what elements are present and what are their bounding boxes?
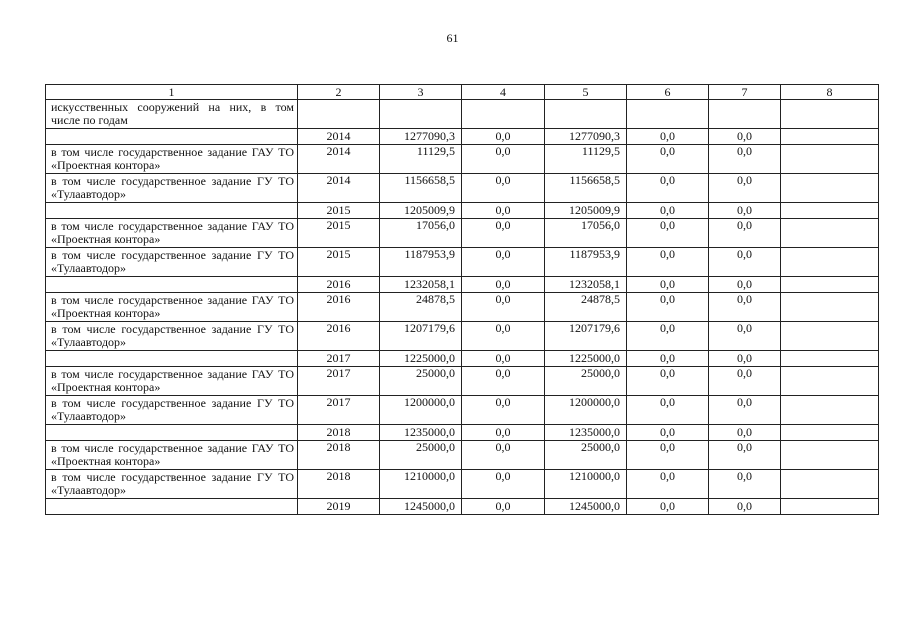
col4-cell: 0,0 [462, 129, 545, 145]
year-cell: 2017 [298, 351, 380, 367]
col6-cell: 0,0 [627, 174, 709, 203]
description-cell: в том числе государственное задание ГУ ТО «Тулаавтодор» [46, 322, 298, 351]
col5-cell: 1207179,6 [545, 322, 627, 351]
col6-cell: 0,0 [627, 129, 709, 145]
col8-cell [781, 470, 879, 499]
col4-cell: 0,0 [462, 425, 545, 441]
col6-cell: 0,0 [627, 322, 709, 351]
col8-cell [781, 441, 879, 470]
description-cell: в том числе государственное задание ГАУ ТО «Проектная контора» [46, 293, 298, 322]
total-cell: 1245000,0 [380, 499, 462, 515]
total-cell: 25000,0 [380, 441, 462, 470]
header-cell: 3 [380, 85, 462, 100]
table-row [46, 293, 879, 322]
description-cell: в том числе государственное задание ГАУ ТО «Проектная контора» [46, 367, 298, 396]
col4-cell: 0,0 [462, 203, 545, 219]
col7-cell: 0,0 [709, 248, 781, 277]
year-cell: 2017 [298, 396, 380, 425]
col5-cell: 1277090,3 [545, 129, 627, 145]
total-cell: 1225000,0 [380, 351, 462, 367]
col5-cell: 24878,5 [545, 293, 627, 322]
year-cell: 2015 [298, 203, 380, 219]
col5-cell: 1225000,0 [545, 351, 627, 367]
description-cell: в том числе государственное задание ГУ ТО «Тулаавтодор» [46, 248, 298, 277]
col8-cell [781, 100, 879, 129]
total-cell [380, 100, 462, 129]
header-cell: 2 [298, 85, 380, 100]
col5-cell: 1205009,9 [545, 203, 627, 219]
description-cell [46, 277, 298, 293]
col4-cell: 0,0 [462, 174, 545, 203]
description-cell: искусственных сооружений на них, в том числе по годам [46, 100, 298, 129]
col8-cell [781, 351, 879, 367]
col6-cell: 0,0 [627, 367, 709, 396]
col5-cell: 1235000,0 [545, 425, 627, 441]
table-row [46, 396, 879, 425]
table-row [46, 322, 879, 351]
header-cell: 7 [709, 85, 781, 100]
total-cell: 1200000,0 [380, 396, 462, 425]
col7-cell [709, 100, 781, 129]
col4-cell: 0,0 [462, 322, 545, 351]
col8-cell [781, 174, 879, 203]
col4-cell [462, 100, 545, 129]
col8-cell [781, 322, 879, 351]
total-cell: 1207179,6 [380, 322, 462, 351]
col7-cell: 0,0 [709, 174, 781, 203]
col4-cell: 0,0 [462, 293, 545, 322]
col7-cell: 0,0 [709, 145, 781, 174]
total-cell: 1156658,5 [380, 174, 462, 203]
year-cell: 2019 [298, 499, 380, 515]
description-cell: в том числе государственное задание ГУ ТО «Тулаавтодор» [46, 396, 298, 425]
col6-cell: 0,0 [627, 203, 709, 219]
col8-cell [781, 277, 879, 293]
total-cell: 1187953,9 [380, 248, 462, 277]
col7-cell: 0,0 [709, 367, 781, 396]
year-cell: 2014 [298, 129, 380, 145]
col5-cell [545, 100, 627, 129]
col8-cell [781, 145, 879, 174]
table-row [46, 203, 879, 219]
year-cell: 2018 [298, 425, 380, 441]
year-cell: 2016 [298, 293, 380, 322]
table-row [46, 425, 879, 441]
year-cell: 2018 [298, 441, 380, 470]
col6-cell: 0,0 [627, 425, 709, 441]
col7-cell: 0,0 [709, 277, 781, 293]
col5-cell: 17056,0 [545, 219, 627, 248]
col4-cell: 0,0 [462, 499, 545, 515]
year-cell: 2016 [298, 322, 380, 351]
col8-cell [781, 425, 879, 441]
col5-cell: 25000,0 [545, 441, 627, 470]
col5-cell: 1210000,0 [545, 470, 627, 499]
col4-cell: 0,0 [462, 219, 545, 248]
year-cell: 2014 [298, 174, 380, 203]
total-cell: 1235000,0 [380, 425, 462, 441]
table-body [46, 100, 879, 515]
header-cell: 4 [462, 85, 545, 100]
description-cell [46, 425, 298, 441]
description-cell [46, 203, 298, 219]
col6-cell: 0,0 [627, 145, 709, 174]
col8-cell [781, 129, 879, 145]
col6-cell: 0,0 [627, 441, 709, 470]
table-row [46, 367, 879, 396]
col6-cell: 0,0 [627, 351, 709, 367]
col4-cell: 0,0 [462, 470, 545, 499]
col7-cell: 0,0 [709, 293, 781, 322]
col6-cell: 0,0 [627, 470, 709, 499]
total-cell: 24878,5 [380, 293, 462, 322]
description-cell [46, 351, 298, 367]
col4-cell: 0,0 [462, 351, 545, 367]
budget-table [45, 84, 879, 515]
description-cell: в том числе государственное задание ГУ ТО «Тулаавтодор» [46, 174, 298, 203]
table-row [46, 129, 879, 145]
year-cell: 2015 [298, 248, 380, 277]
col5-cell: 11129,5 [545, 145, 627, 174]
col8-cell [781, 499, 879, 515]
total-cell: 11129,5 [380, 145, 462, 174]
header-row [46, 85, 879, 100]
col5-cell: 1187953,9 [545, 248, 627, 277]
table-row [46, 219, 879, 248]
description-cell: в том числе государственное задание ГАУ ТО «Проектная контора» [46, 441, 298, 470]
description-cell [46, 129, 298, 145]
col6-cell: 0,0 [627, 499, 709, 515]
header-cell: 8 [781, 85, 879, 100]
total-cell: 1277090,3 [380, 129, 462, 145]
year-cell: 2015 [298, 219, 380, 248]
description-cell [46, 499, 298, 515]
description-cell: в том числе государственное задание ГАУ ТО «Проектная контора» [46, 145, 298, 174]
table-row [46, 277, 879, 293]
total-cell: 1205009,9 [380, 203, 462, 219]
table-row [46, 145, 879, 174]
col7-cell: 0,0 [709, 219, 781, 248]
col5-cell: 1245000,0 [545, 499, 627, 515]
col4-cell: 0,0 [462, 145, 545, 174]
table-row [46, 499, 879, 515]
year-cell: 2017 [298, 367, 380, 396]
col6-cell: 0,0 [627, 248, 709, 277]
total-cell: 1210000,0 [380, 470, 462, 499]
col5-cell: 25000,0 [545, 367, 627, 396]
col7-cell: 0,0 [709, 396, 781, 425]
total-cell: 17056,0 [380, 219, 462, 248]
total-cell: 1232058,1 [380, 277, 462, 293]
table-row [46, 441, 879, 470]
header-cell: 5 [545, 85, 627, 100]
description-cell: в том числе государственное задание ГАУ ТО «Проектная контора» [46, 219, 298, 248]
table-row [46, 174, 879, 203]
col7-cell: 0,0 [709, 129, 781, 145]
col4-cell: 0,0 [462, 248, 545, 277]
col7-cell: 0,0 [709, 203, 781, 219]
table-row [46, 100, 879, 129]
col6-cell [627, 100, 709, 129]
year-cell: 2016 [298, 277, 380, 293]
year-cell: 2018 [298, 470, 380, 499]
col7-cell: 0,0 [709, 499, 781, 515]
col5-cell: 1232058,1 [545, 277, 627, 293]
year-cell [298, 100, 380, 129]
col8-cell [781, 293, 879, 322]
col4-cell: 0,0 [462, 396, 545, 425]
col7-cell: 0,0 [709, 322, 781, 351]
table-row [46, 248, 879, 277]
col7-cell: 0,0 [709, 441, 781, 470]
col6-cell: 0,0 [627, 293, 709, 322]
header-cell: 1 [46, 85, 298, 100]
col7-cell: 0,0 [709, 470, 781, 499]
col6-cell: 0,0 [627, 277, 709, 293]
col4-cell: 0,0 [462, 367, 545, 396]
table-row [46, 351, 879, 367]
col7-cell: 0,0 [709, 351, 781, 367]
col6-cell: 0,0 [627, 219, 709, 248]
total-cell: 25000,0 [380, 367, 462, 396]
table-row [46, 470, 879, 499]
col6-cell: 0,0 [627, 396, 709, 425]
col5-cell: 1200000,0 [545, 396, 627, 425]
header-cell: 6 [627, 85, 709, 100]
page-number: 61 [446, 31, 459, 45]
col8-cell [781, 396, 879, 425]
col8-cell [781, 248, 879, 277]
description-cell: в том числе государственное задание ГУ ТО «Тулаавтодор» [46, 470, 298, 499]
col5-cell: 1156658,5 [545, 174, 627, 203]
col4-cell: 0,0 [462, 277, 545, 293]
col8-cell [781, 367, 879, 396]
col7-cell: 0,0 [709, 425, 781, 441]
year-cell: 2014 [298, 145, 380, 174]
col4-cell: 0,0 [462, 441, 545, 470]
col8-cell [781, 203, 879, 219]
col8-cell [781, 219, 879, 248]
